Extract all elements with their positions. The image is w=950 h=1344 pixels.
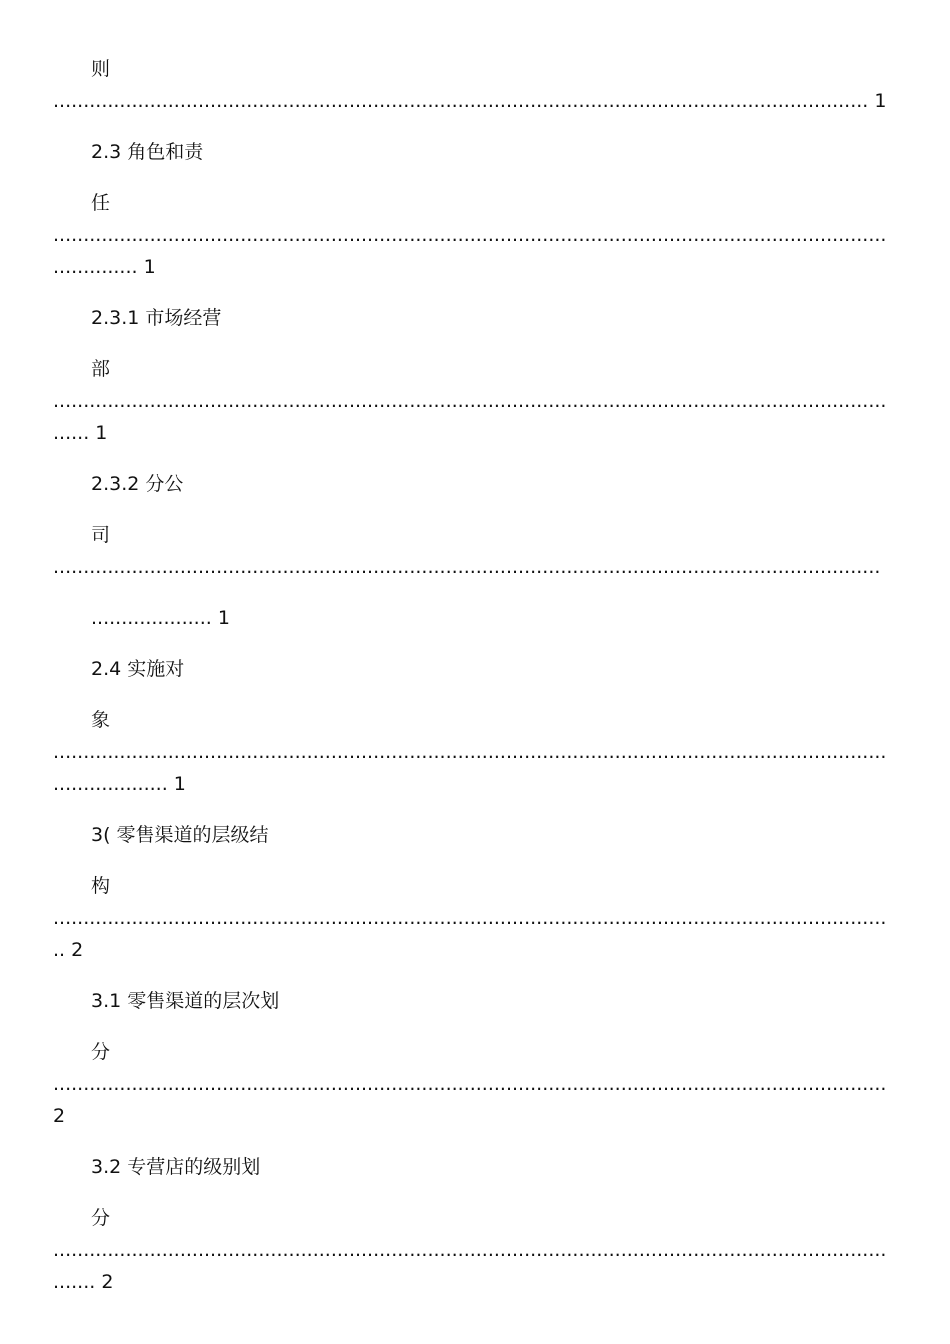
toc-page-number: 2	[53, 1105, 66, 1127]
toc-entry-title: 2.3.2 分公	[91, 473, 184, 495]
toc-entry-fragment: 象	[91, 709, 111, 731]
toc-leader-page-number: ................... 1	[53, 773, 186, 795]
toc-leader: ..........................................................................................................................................	[53, 741, 887, 763]
toc-leader: .........................................................................................................................................	[53, 556, 881, 578]
toc-entry-title: 2.3 角色和责	[91, 141, 204, 163]
toc-entry-title: 3( 零售渠道的层级结	[91, 824, 269, 846]
toc-leader: ..........................................................................................................................................	[53, 1073, 887, 1095]
toc-leader: ..........................................................................................................................................	[53, 1239, 887, 1261]
toc-leader-page-number: .............. 1	[53, 256, 156, 278]
toc-entry-fragment: 构	[91, 875, 111, 897]
toc-leader-page-number: .................... 1	[91, 607, 230, 629]
toc-leader-page-number: .. 2	[53, 939, 84, 961]
toc-entry-fragment: 任	[91, 192, 111, 214]
toc-entry-title: 2.3.1 市场经营	[91, 307, 222, 329]
toc-entry-title: 3.2 专营店的级别划	[91, 1156, 261, 1178]
toc-entry-title: 3.1 零售渠道的层次划	[91, 990, 280, 1012]
toc-entry-fragment: 部	[91, 358, 111, 380]
toc-entry-fragment: 分	[91, 1041, 111, 1063]
toc-leader: ..........................................................................................................................................	[53, 390, 887, 412]
toc-entry-fragment: 司	[91, 524, 111, 546]
toc-leader-page-number: ...... 1	[53, 422, 108, 444]
toc-entry-fragment: 分	[91, 1207, 111, 1229]
toc-entry-title: 2.4 实施对	[91, 658, 185, 680]
toc-leader-page-number: ....... 2	[53, 1271, 114, 1293]
toc-entry-fragment: 则	[91, 58, 111, 80]
toc-leader-page-number: ....................................................................................................................................... 1	[53, 90, 887, 112]
toc-leader: ..........................................................................................................................................	[53, 907, 887, 929]
toc-leader: ..........................................................................................................................................	[53, 224, 887, 246]
